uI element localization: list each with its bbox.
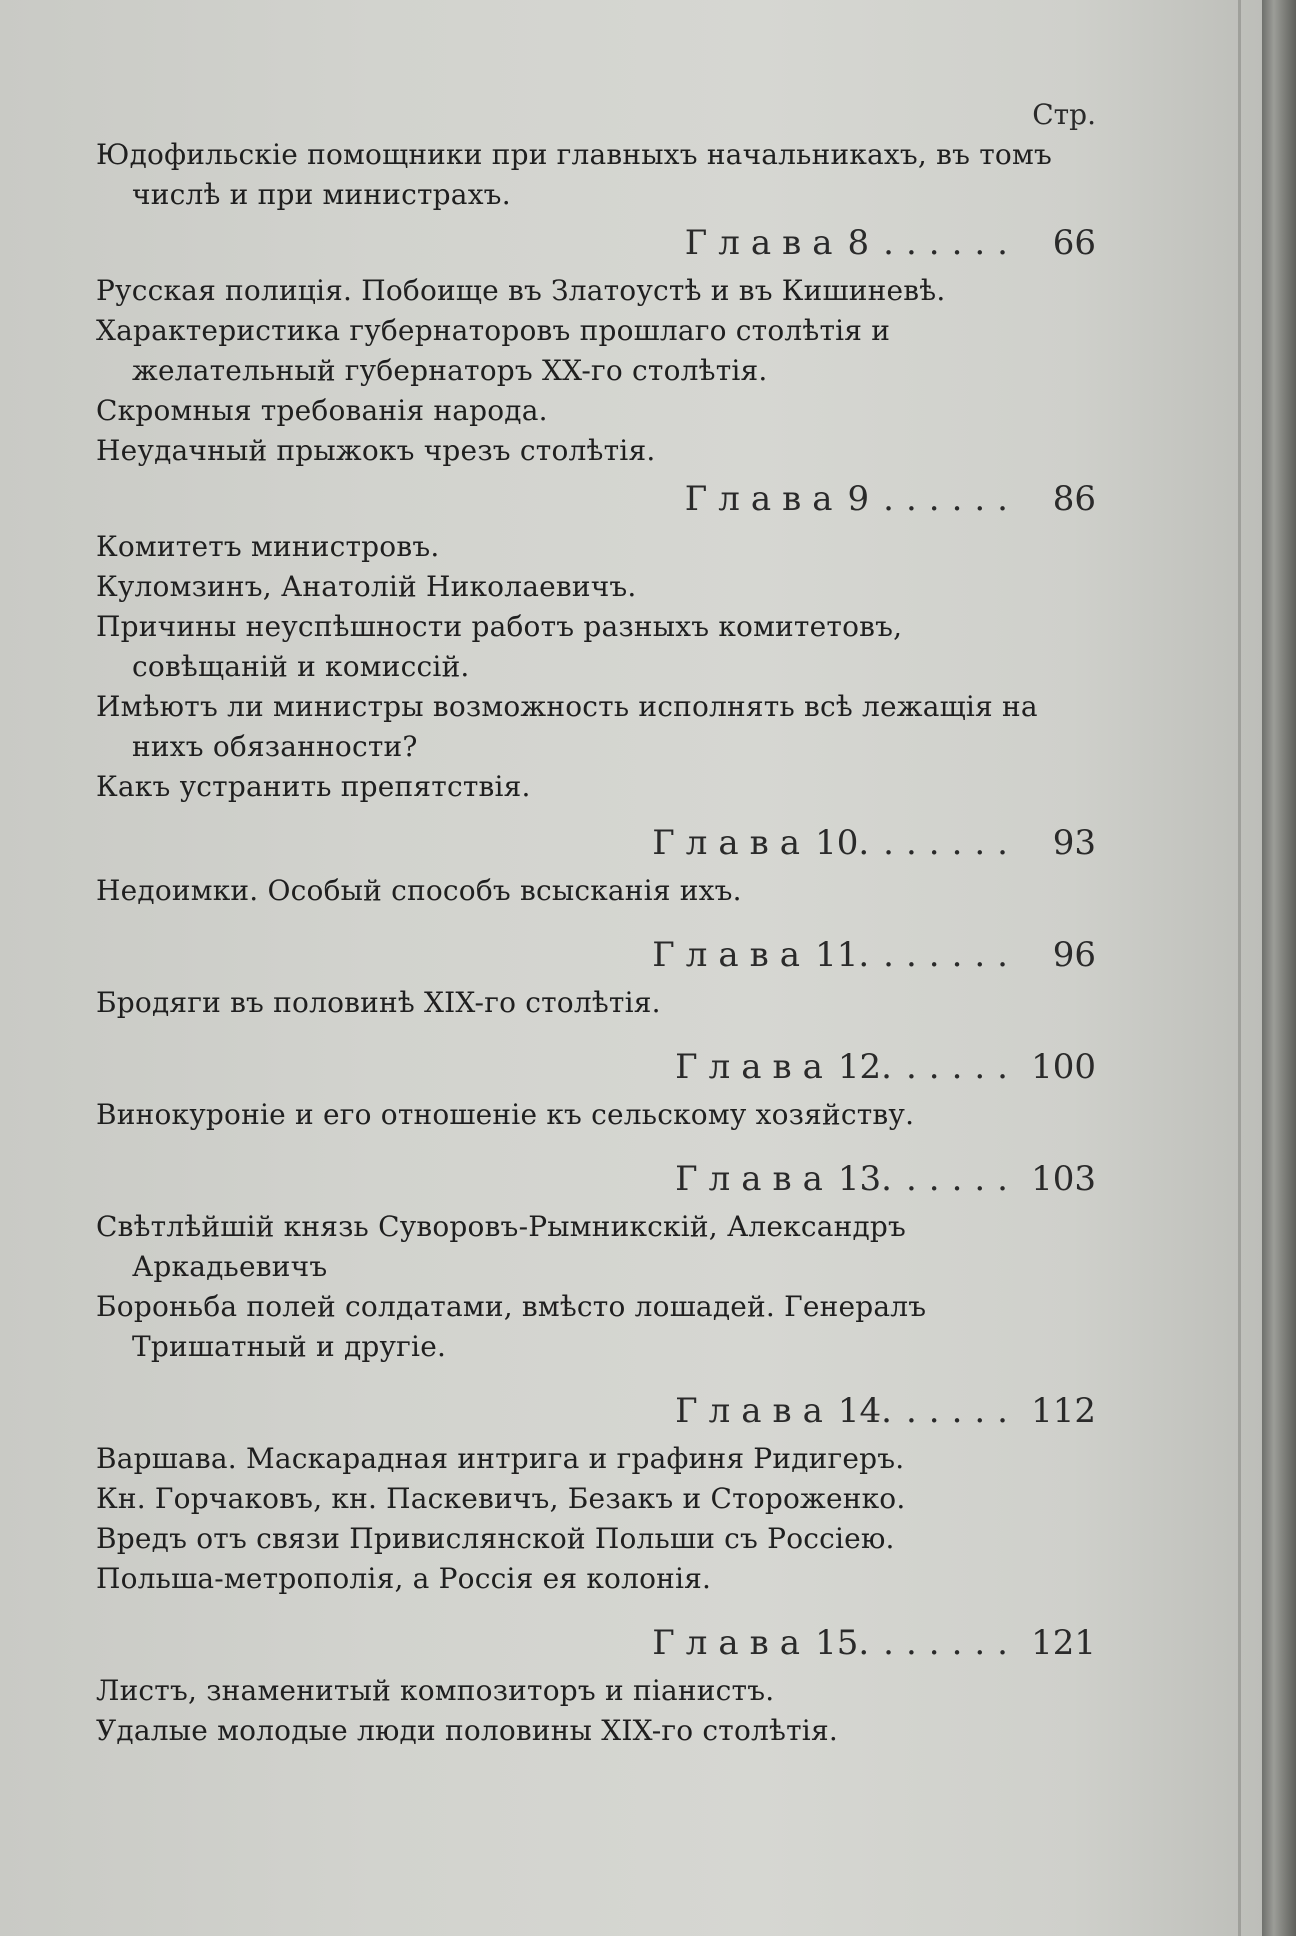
chapter-page-number: 112 <box>1031 1391 1096 1431</box>
toc-entry: Имѣютъ ли министры возможность исполнять всѣ лежащія на нихъ обязанности? <box>96 690 1038 763</box>
chapter-number: 10. <box>815 823 870 863</box>
chapter-page-number: 96 <box>1052 935 1096 975</box>
dot-leader: ...... <box>883 935 1020 975</box>
dot-leader: ..... <box>905 1047 1020 1087</box>
chapter-heading-10 <box>96 815 1096 871</box>
book-binding-edge <box>1262 0 1296 1936</box>
toc-entry: Неудачный прыжокъ чрезъ столѣтія. <box>96 434 656 467</box>
toc-entry: Удалые молодые люди половины XIX-го столѣтія. <box>96 1714 838 1747</box>
dot-leader: ...... <box>883 823 1020 863</box>
toc-entry: Винокуроніе и его отношеніе къ сельскому хозяйству. <box>96 1098 915 1131</box>
chapter-page-number: 86 <box>1052 479 1096 519</box>
toc-entry: Бродяги въ половинѣ XIX-го столѣтія. <box>96 986 661 1019</box>
chapter-heading-13 <box>96 1151 1096 1207</box>
toc-entry: Кн. Горчаковъ, кн. Паскевичъ, Безакъ и Стороженко. <box>96 1482 906 1515</box>
chapter-page-number: 100 <box>1031 1047 1096 1087</box>
chapter-page-number: 93 <box>1052 823 1096 863</box>
chapter-heading-9 <box>96 471 1096 527</box>
chapter-heading-15 <box>96 1615 1096 1671</box>
chapter-heading-14 <box>96 1383 1096 1439</box>
toc-entry: Юдофильскіе помощники при главныхъ начальникахъ, въ томъ числѣ и при министрахъ. <box>96 138 1052 211</box>
toc-entry: Свѣтлѣйшій князь Суворовъ-Рымникскій, Александръ Аркадьевичъ <box>96 1210 907 1283</box>
toc-entry: Бороньба полей солдатами, вмѣсто лошадей. Генералъ Тришатный и другіе. <box>96 1290 927 1363</box>
toc-entry: Причины неуспѣшности работъ разныхъ комитетовъ, совѣщаній и комиссій. <box>96 610 903 683</box>
chapter-number: 11. <box>815 935 870 975</box>
chapter-label: Глава <box>684 479 844 519</box>
chapter-heading-8 <box>96 215 1096 271</box>
toc-entry: Русская полиція. Побоище въ Златоустѣ и въ Кишиневѣ. <box>96 274 946 307</box>
chapter-number: 15. <box>815 1623 870 1663</box>
toc-entry: Вредъ отъ связи Привислянской Польши съ Россіею. <box>96 1522 895 1555</box>
chapter-label: Глава <box>652 1623 812 1663</box>
chapter-page-number: 103 <box>1031 1159 1096 1199</box>
chapter-label: Глава <box>675 1159 834 1199</box>
toc-entry: Недоимки. Особый способъ всысканія ихъ. <box>96 874 742 907</box>
toc-entry: Польша-метрополія, а Россія ея колонія. <box>96 1562 712 1595</box>
dot-leader: ...... <box>883 223 1020 263</box>
toc-entry: Куломзинъ, Анатолій Николаевичъ. <box>96 570 637 603</box>
toc-entry: Комитетъ министровъ. <box>96 530 440 563</box>
toc-entry: Скромныя требованія народа. <box>96 394 548 427</box>
toc-entry: Варшава. Маскарадная интрига и графиня Ридигеръ. <box>96 1442 905 1475</box>
chapter-label: Глава <box>652 823 812 863</box>
chapter-number: 9 <box>847 479 870 519</box>
chapter-label: Глава <box>684 223 844 263</box>
chapter-label: Глава <box>652 935 812 975</box>
chapter-number: 13. <box>837 1159 892 1199</box>
toc-entry: Характеристика губернаторовъ прошлаго столѣтія и желательный губернаторъ XX-го столѣтія. <box>96 314 891 387</box>
table-of-contents <box>96 95 1096 1751</box>
chapter-heading-11 <box>96 927 1096 983</box>
page-column-header: Стр. <box>1032 98 1096 131</box>
chapter-number: 8 <box>847 223 870 263</box>
dot-leader: ...... <box>883 479 1020 519</box>
chapter-number: 12. <box>837 1047 892 1087</box>
chapter-heading-12 <box>96 1039 1096 1095</box>
toc-entry: Какъ устранить препятствія. <box>96 770 531 803</box>
chapter-page-number: 121 <box>1031 1623 1096 1663</box>
chapter-page-number: 66 <box>1052 223 1096 263</box>
dot-leader: ..... <box>905 1391 1020 1431</box>
dot-leader: ...... <box>883 1623 1020 1663</box>
chapter-number: 14. <box>837 1391 892 1431</box>
chapter-label: Глава <box>675 1047 834 1087</box>
dot-leader: ..... <box>905 1159 1020 1199</box>
chapter-label: Глава <box>675 1391 834 1431</box>
toc-entry: Листъ, знаменитый композиторъ и піанистъ. <box>96 1674 775 1707</box>
binding-thread <box>1238 0 1241 1936</box>
